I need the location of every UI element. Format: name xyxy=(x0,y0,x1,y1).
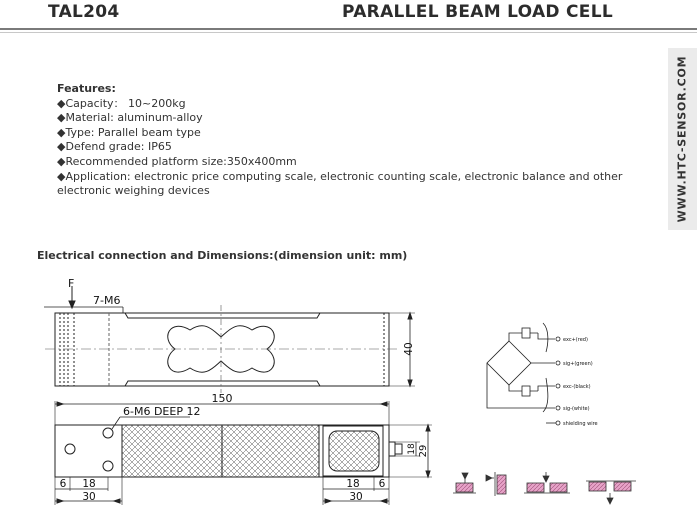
height-label: 40 xyxy=(403,342,415,356)
beam-outline xyxy=(55,313,389,386)
wire-label: shielding wire xyxy=(563,421,598,427)
wire-label: exc-(black) xyxy=(563,384,591,390)
dim-left-c: 30 xyxy=(82,491,96,503)
holes-leader xyxy=(112,417,120,429)
dim-right-b: 6 xyxy=(378,478,386,490)
hole-bottom xyxy=(103,461,113,471)
diamond-bullet-icon: ◆ xyxy=(57,111,66,125)
feature-item: ◆Type: Parallel beam type xyxy=(57,125,201,139)
hole-top xyxy=(103,428,113,438)
top-recess xyxy=(125,313,320,318)
dim-side-a: 18 xyxy=(407,443,417,455)
diamond-bullet-icon: ◆ xyxy=(57,125,66,139)
diamond-bullet-icon: ◆ xyxy=(57,96,66,110)
wire-label: sig+(green) xyxy=(563,361,593,367)
holes-label: 6-M6 DEEP 12 xyxy=(123,405,201,418)
mount-icon-1 xyxy=(453,473,476,493)
diamond-bullet-icon: ◆ xyxy=(57,154,66,168)
feature-item: ◆Capacity： 10~200kg xyxy=(57,96,186,110)
wire-label: exc+(red) xyxy=(563,337,588,343)
mount-icon-3 xyxy=(524,472,570,493)
force-label: F xyxy=(68,277,75,290)
dim-side-b: 29 xyxy=(418,444,429,458)
top-thread-label: 7-M6 xyxy=(93,294,121,307)
gauge-hatch xyxy=(122,425,319,477)
feature-item: ◆Recommended platform size:350x400mm xyxy=(57,154,297,168)
dim-right-c: 30 xyxy=(349,491,363,503)
mount-icon-2 xyxy=(486,472,506,496)
diamond-bullet-icon: ◆ xyxy=(57,169,66,183)
wire-label: sig-(white) xyxy=(563,406,590,412)
dimensions-title: Electrical connection and Dimensions:(dimension unit: mm) xyxy=(37,249,408,262)
side-view xyxy=(55,401,432,505)
brand-url: WWW.HTC-SENSOR.COM xyxy=(675,55,689,223)
wiring-diagram xyxy=(487,323,560,425)
resistor-icon xyxy=(522,328,530,338)
dim-left-b: 18 xyxy=(82,478,96,490)
mounting-icons xyxy=(453,472,636,504)
cable-gland xyxy=(329,431,379,471)
bottom-recess xyxy=(125,381,320,386)
feature-item: ◆Application: electronic price computing scale, electronic counting scale, electronic balance and other electronic weighing devices xyxy=(57,169,623,198)
hole-left xyxy=(65,444,75,454)
model-title: TAL204 xyxy=(48,2,120,22)
product-title: PARALLEL BEAM LOAD CELL xyxy=(342,2,613,22)
length-label: 150 xyxy=(211,392,233,405)
dim-right-a: 18 xyxy=(346,478,360,490)
feature-item: ◆Material: aluminum-alloy xyxy=(57,111,203,125)
mount-icon-4 xyxy=(586,481,636,504)
wheatstone-bridge xyxy=(487,341,531,385)
feature-item: ◆Defend grade: IP65 xyxy=(57,140,172,154)
diamond-bullet-icon: ◆ xyxy=(57,140,66,154)
features-title: Features: xyxy=(57,82,116,95)
dim-left-a: 6 xyxy=(59,478,67,490)
resistor-icon xyxy=(522,386,530,396)
